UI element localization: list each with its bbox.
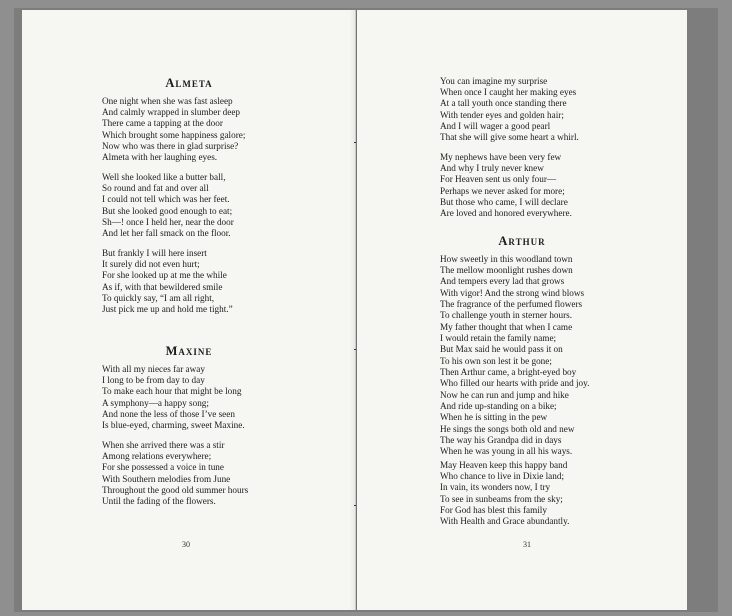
poem-line: With Health and Grace abundantly.	[440, 516, 570, 527]
poem-line: I could not tell which was her feet.	[102, 194, 230, 205]
poem-line: Are loved and honored everywhere.	[440, 208, 572, 219]
poem-line: And ride up-standing on a bike;	[440, 401, 557, 412]
poem-line: To challenge youth in sterner hours.	[440, 310, 573, 321]
poem-line: My nephews have been very few	[440, 152, 562, 162]
poem-line: For Heaven sent us only four—	[440, 174, 557, 185]
poem-line: Who filled our hearts with pride and joy.	[440, 378, 590, 389]
poem-line: I would retain the family name;	[440, 333, 557, 344]
poem-line: With tender eyes and golden hair;	[440, 109, 564, 120]
arthur-stanza-2	[440, 322, 589, 389]
poem-line: As if, with that bewildered smile	[102, 281, 223, 292]
poem-line: Now who was there in glad surprise?	[102, 140, 239, 151]
poem-line: To make each hour that might be long	[102, 386, 242, 397]
poem-line: In vain, its wonders now, I try	[440, 482, 551, 493]
poem-line: It surely did not even hurt;	[102, 259, 200, 270]
poem-line: One night when she was fast asleep	[102, 96, 233, 106]
almeta-stanza-2	[102, 172, 234, 239]
arthur-stanza-4	[440, 460, 569, 527]
arthur-stanza-3	[440, 390, 574, 457]
poem-line: The fragrance of the perfumed flowers	[440, 298, 583, 309]
poem-line: And let her fall smack on the floor.	[102, 228, 231, 239]
page-number-right: 31	[523, 540, 531, 549]
gutter-mark	[354, 505, 356, 506]
poem-line: Just pick me up and hold me tight.”	[102, 304, 233, 315]
poem-line: Who chance to live in Dixie land;	[440, 471, 564, 482]
poem-line: A symphony—a happy song;	[102, 397, 209, 408]
poem-line: But those who came, I will declare	[440, 196, 568, 207]
poem-line: Well she looked like a butter ball,	[102, 172, 226, 182]
poem-title-maxine: Maxine	[165, 344, 213, 358]
poem-line: The mellow moonlight rushes down	[440, 265, 573, 276]
poem-line: I long to be from day to day	[102, 375, 205, 386]
poem-line: When once I caught her making eyes	[440, 87, 577, 98]
poem-line: With all my nieces far away	[102, 364, 205, 374]
poem-line: And none the less of those I’ve seen	[102, 408, 235, 419]
poem-line: Almeta with her laughing eyes.	[102, 152, 218, 163]
poem-line: Until the fading of the flowers.	[102, 496, 216, 507]
poem-line: Among relations everywhere;	[102, 451, 212, 462]
poem-line: When she arrived there was a stir	[102, 440, 225, 450]
almeta-stanza-3	[102, 248, 233, 315]
poem-line: For she possessed a voice in tune	[102, 462, 224, 473]
poem-line: May Heaven keep this happy band	[440, 460, 568, 470]
poem-line: And calmly wrapped in slumber deep	[102, 107, 241, 118]
poem-line: To his own son lest it be gone;	[440, 355, 552, 366]
poem-title-arthur: Arthur	[498, 234, 546, 248]
gutter-mark	[354, 349, 356, 350]
poem-line: Throughout the good old summer hours	[102, 484, 249, 495]
poem-line: The way his Grandpa did in days	[440, 434, 562, 445]
almeta-stanza-1	[102, 96, 245, 163]
poem-line: With vigor! And the strong wind blows	[440, 287, 585, 298]
continuation-stanza-1	[440, 76, 579, 143]
poem-line: To see in sunbeams from the sky;	[440, 493, 563, 504]
poem-line: But she looked good enough to eat;	[102, 205, 233, 216]
poem-line: With Southern melodies from June	[102, 473, 231, 484]
poem-line: When he was young in all his ways.	[440, 446, 573, 457]
poem-line: For she looked up at me the while	[102, 270, 227, 281]
poem-line: And why I truly never knew	[440, 163, 544, 174]
poem-line: But Max said he would pass it on	[440, 344, 563, 355]
left-page	[22, 10, 356, 610]
right-page	[357, 10, 687, 610]
poem-line: Then Arthur came, a bright-eyed boy	[440, 366, 577, 377]
arthur-stanza-1	[440, 254, 584, 321]
poem-line: Now he can run and jump and hike	[440, 390, 569, 400]
gutter-mark	[354, 142, 356, 143]
poem-line: At a tall youth once standing there	[440, 98, 567, 109]
poem-line: Sh—! once I held her, near the door	[102, 216, 234, 227]
poem-line: Which brought some happiness galore;	[102, 129, 246, 140]
poem-title-almeta: Almeta	[165, 76, 213, 90]
poem-line: How sweetly in this woodland town	[440, 254, 573, 264]
poem-line: For God has blest this family	[440, 504, 547, 515]
poem-line: And I will wager a good pearl	[440, 120, 551, 131]
poem-line: Perhaps we never asked for more;	[440, 185, 565, 196]
poem-line: He sings the songs both old and new	[440, 423, 575, 434]
poem-line: So round and fat and over all	[102, 183, 209, 194]
poem-line: And tempers every lad that grows	[440, 276, 565, 287]
maxine-stanza-2	[102, 440, 248, 507]
poem-line: But frankly I will here insert	[102, 248, 207, 258]
page-number-left: 30	[182, 540, 190, 549]
poem-line: When he is sitting in the pew	[440, 412, 548, 423]
poem-line: My father thought that when I came	[440, 322, 573, 332]
maxine-stanza-1	[102, 364, 245, 431]
poem-line: To quickly say, “I am all right,	[102, 292, 215, 303]
continuation-stanza-2	[440, 152, 572, 219]
poem-line: That she will give some heart a whirl.	[440, 132, 579, 143]
poem-line: You can imagine my surprise	[440, 76, 548, 86]
poem-line: Is blue-eyed, charming, sweet Maxine.	[102, 420, 245, 431]
poem-line: There came a tapping at the door	[102, 118, 223, 129]
